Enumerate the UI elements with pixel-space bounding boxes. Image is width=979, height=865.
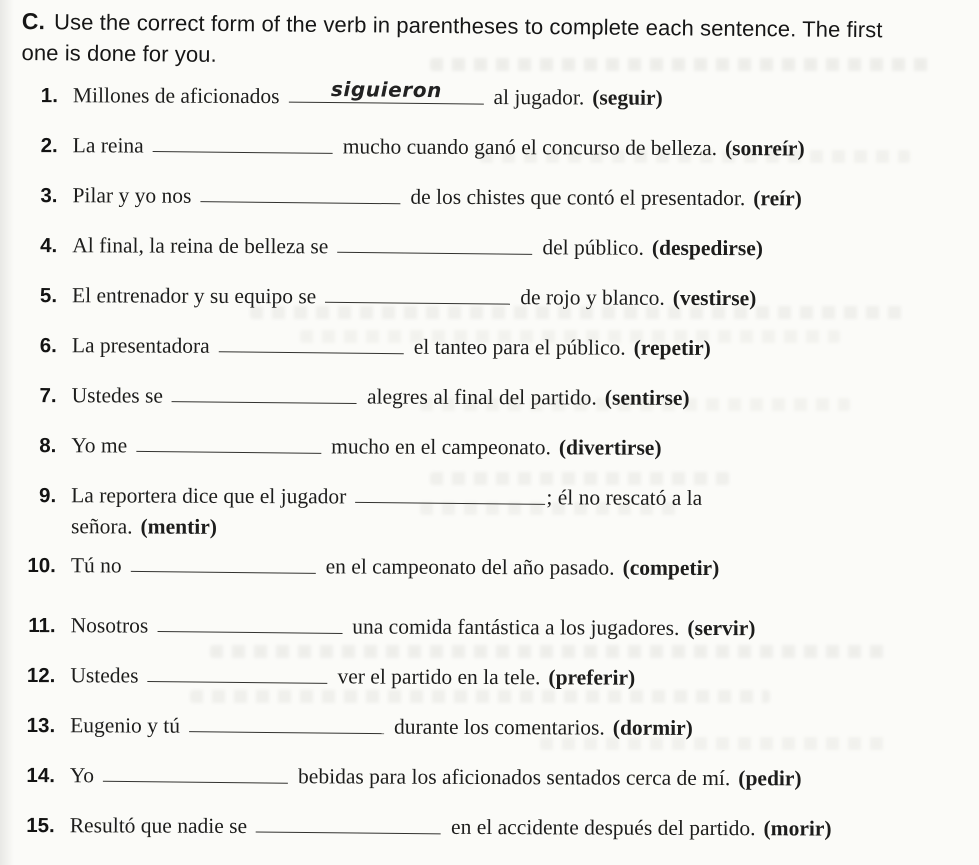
sentence: [72, 280, 756, 314]
sentence-after: bebidas para los aficionados sentados cerca de mí.: [298, 764, 731, 791]
item-number: 14.: [26, 764, 56, 788]
answer-text: [147, 684, 327, 686]
verb-hint: (pedir): [738, 766, 802, 791]
sentence-before: La reina: [72, 133, 144, 158]
sentence-before: La reportera dice que el jugador: [71, 483, 347, 509]
item-number: 12.: [26, 664, 56, 688]
answer-text: [157, 634, 342, 636]
sentence-after: mucho en el campeonato.: [331, 434, 551, 460]
answer-blank: [256, 816, 441, 834]
sentence-after: una comida fantástica a los jugadores.: [352, 614, 680, 640]
item-number: 15.: [26, 814, 55, 838]
sentence-line2: señora.: [71, 514, 133, 539]
verb-hint: (servir): [687, 615, 756, 641]
verb-hint: (sentirse): [604, 385, 690, 410]
sentence-after: de rojo y blanco.: [520, 285, 665, 310]
verb-hint: (repetir): [633, 335, 711, 361]
exercise-item: [21, 330, 967, 365]
verb-hint: (preferir): [548, 665, 636, 690]
section-label: C.: [21, 7, 46, 35]
exercise-item: [19, 810, 965, 845]
exercise-item: [21, 180, 967, 215]
exercise-item: [21, 280, 967, 315]
sentence-after: el tanteo para el público.: [413, 334, 626, 360]
sentence-after: en el accidente después del partido.: [451, 814, 756, 841]
exercise-item: [19, 710, 965, 745]
answer-text: [325, 305, 510, 307]
answer-blank: [355, 487, 545, 505]
item-number: 2.: [40, 134, 58, 158]
instruction-line-2: one is done for you.: [21, 39, 217, 67]
verb-hint: (despedirse): [651, 235, 764, 261]
verb-hint: (dormir): [612, 715, 693, 740]
exercise-item: [20, 610, 966, 645]
sentence: [72, 77, 663, 114]
answer-text: [153, 154, 333, 156]
sentence-after: mucho cuando ganó el concurso de belleza.: [342, 134, 718, 161]
sentence-before: El entrenador y su equipo se: [72, 283, 317, 309]
item-number: 11.: [28, 614, 56, 638]
answer-text: [355, 505, 545, 507]
exercise-item: [22, 130, 968, 165]
verb-hint: (mentir): [140, 514, 218, 539]
answer-blank: [153, 136, 333, 154]
sentence-before: Ustedes se: [71, 383, 164, 408]
sentence-before: Al final, la reina de belleza se: [72, 233, 329, 259]
sentence-before: Ustedes: [70, 663, 139, 688]
item-number: 5.: [39, 284, 58, 308]
answer-text: [256, 834, 441, 836]
sentence-after: alegres al final del partido.: [366, 384, 597, 410]
sentence: [72, 180, 801, 214]
verb-hint: (divertirse): [558, 435, 662, 460]
answer-blank: [325, 287, 510, 305]
exercise-item: [21, 230, 967, 265]
answer-blank: [147, 666, 327, 684]
item-number: 8.: [39, 434, 57, 458]
sentence: [70, 660, 635, 693]
item-number: 3.: [40, 184, 58, 208]
item-number: 1.: [40, 84, 58, 108]
answer-blank: [337, 237, 532, 255]
sentence-before: Yo: [69, 763, 95, 788]
sentence: [71, 610, 756, 644]
sentence: [70, 710, 693, 744]
answer-text: [131, 574, 316, 576]
verb-hint: (vestirse): [672, 285, 757, 311]
sentence-before: La presentadora: [71, 333, 210, 358]
exercise-item: [22, 77, 968, 115]
sentence-before: Eugenio y tú: [70, 713, 181, 738]
item-number: 13.: [26, 714, 56, 738]
sentence-before: Pilar y yo nos: [72, 183, 192, 208]
sentence-after: al jugador.: [493, 85, 585, 110]
answer-blank: [189, 716, 384, 734]
sentence: [71, 430, 661, 464]
sentence-after: del público.: [542, 235, 644, 260]
answer-text: [172, 404, 357, 406]
answer-blank: [288, 77, 483, 105]
item-number: 7.: [39, 384, 57, 408]
sentence: [72, 230, 763, 264]
item-number: 10.: [27, 554, 56, 578]
verb-hint: (competir): [622, 555, 720, 581]
verb-hint: (morir): [763, 816, 832, 841]
sentence-before: Resultó que nadie se: [69, 813, 248, 838]
exercise-item: [20, 550, 966, 585]
sentence: [71, 550, 720, 584]
answer-blank: [172, 386, 357, 404]
sentence-after: durante los comentarios.: [394, 714, 605, 740]
sentence-before: Millones de aficionados: [72, 83, 280, 109]
answer-blank: [131, 556, 316, 574]
answer-text: siguieron: [330, 77, 442, 103]
verb-hint: (seguir): [592, 85, 663, 110]
sentence-after: en el campeonato del año pasado.: [325, 554, 615, 580]
sentence-after: de los chistes que contó el presentador.: [410, 184, 746, 211]
answer-blank: [103, 766, 288, 784]
sentence-before: Nosotros: [70, 613, 149, 638]
sentence-after: ver el partido en la tele.: [337, 664, 541, 690]
exercise-header: [21, 6, 964, 77]
sentence: [72, 380, 690, 414]
exercise-item: [20, 430, 966, 465]
sentence: [72, 330, 711, 364]
sentence-after: ; él no rescató a la: [546, 485, 703, 510]
verb-hint: (reír): [753, 186, 802, 211]
sentence: [70, 760, 802, 794]
sentence: [73, 130, 805, 164]
answer-blank: [136, 436, 321, 454]
instruction-line-1: Use the correct form of the verb in parentheses to complete each sentence. The first: [53, 9, 883, 43]
answer-blank: [200, 186, 400, 204]
exercise-item: [20, 480, 966, 546]
item-number: 6.: [39, 334, 57, 358]
answer-blank: [157, 616, 342, 634]
answer-text: [189, 734, 384, 736]
answer-text: [103, 784, 288, 786]
verb-hint: (sonreír): [725, 136, 805, 161]
answer-blank: [219, 336, 404, 354]
exercise-item: [19, 760, 965, 795]
sentence-before: Yo me: [71, 433, 128, 458]
answer-text: [337, 255, 532, 257]
exercise-item: [19, 660, 965, 695]
answer-text: [200, 204, 400, 206]
item-number: 4.: [40, 234, 58, 258]
sentence: [71, 480, 702, 545]
exercise-list: [19, 77, 968, 864]
exercise-item: [21, 380, 967, 415]
sentence-before: Tú no: [70, 553, 122, 578]
item-number: 9.: [39, 484, 57, 508]
scan-edge-shadow: [0, 0, 14, 865]
answer-text: [136, 454, 321, 456]
sentence: [70, 810, 832, 844]
answer-text: [219, 354, 404, 356]
